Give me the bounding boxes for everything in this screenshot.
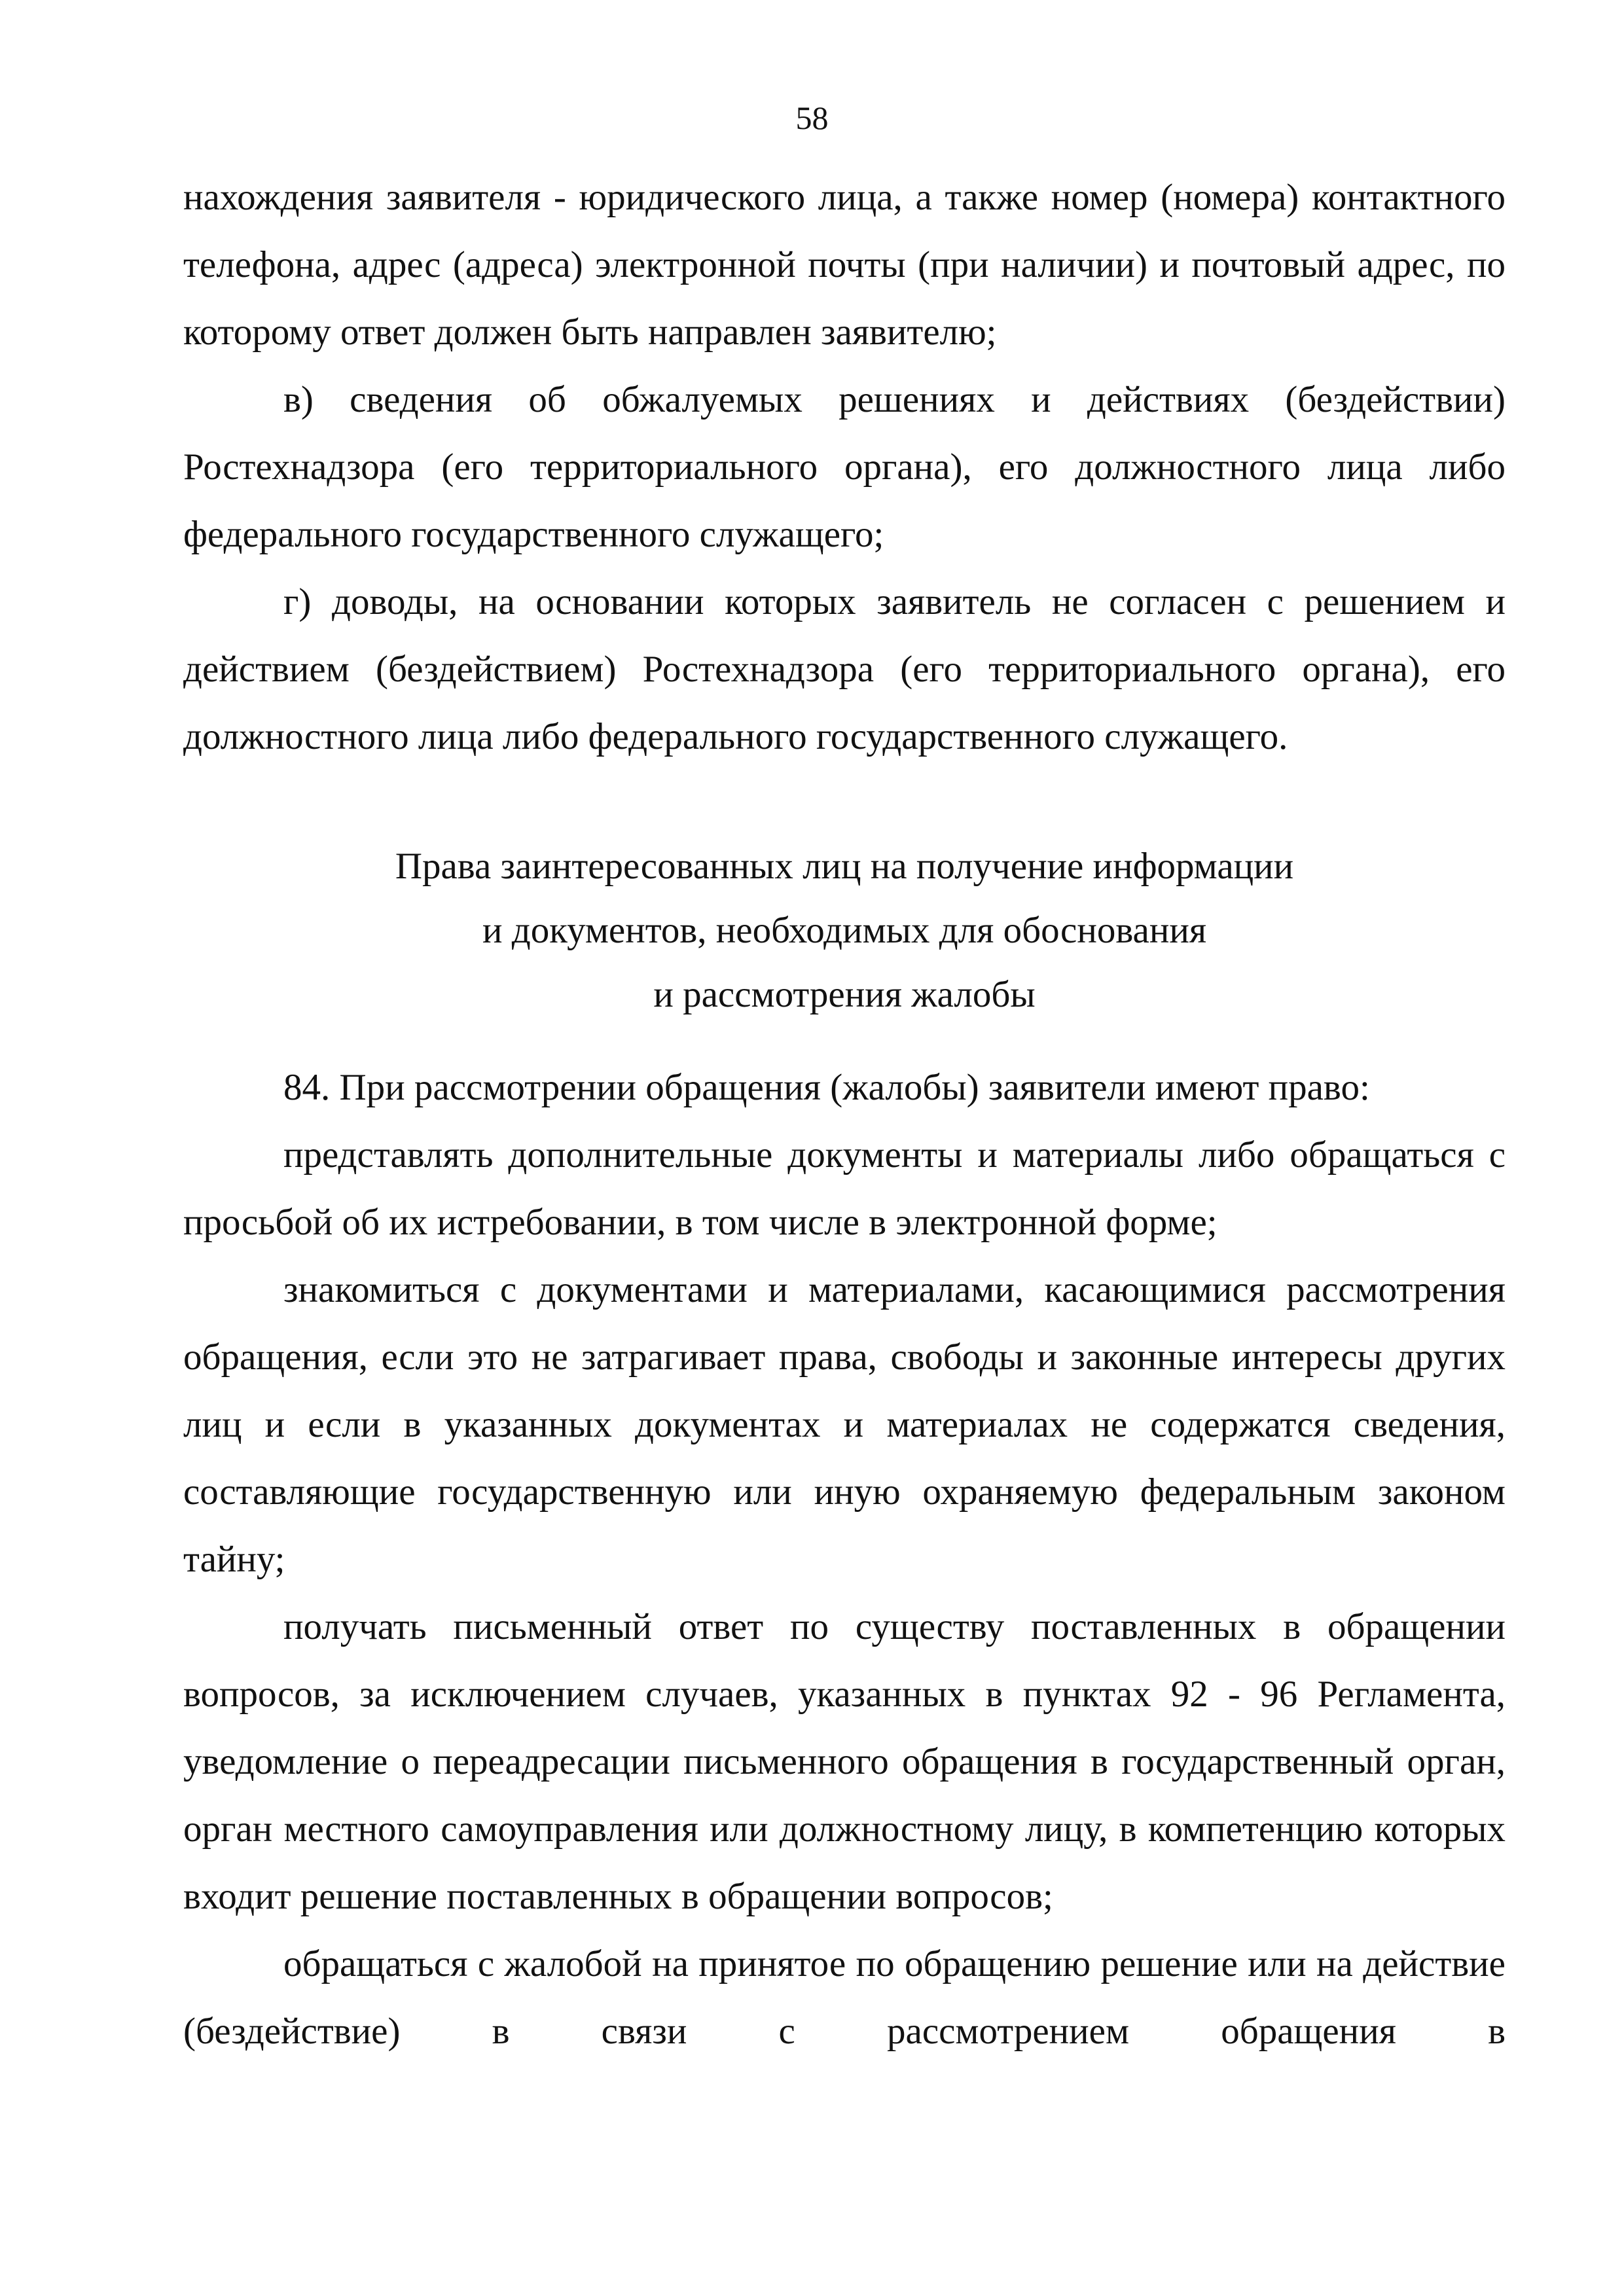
paragraph-submit-documents: представлять дополнительные документы и материалы либо обращаться с просьбой об их истребовании, в том числе в электронной форме;	[183, 1134, 1506, 1243]
section-heading	[183, 834, 1506, 1027]
section-heading-line: и рассмотрения жалобы	[653, 974, 1036, 1015]
paragraph-84: 84. При рассмотрении обращения (жалобы) заявители имеют право:	[283, 1067, 1370, 1108]
paragraph-appeal: обращаться с жалобой на принятое по обращению решение или на действие (бездействие) в связи с рассмотрением обращения в	[183, 1943, 1506, 2052]
continued-text-block	[183, 164, 1506, 770]
page-number: 58	[795, 99, 829, 136]
paragraph-item-v: в) сведения об обжалуемых решениях и действиях (бездействии) Ростехнадзора (его территориального органа), его должностного лица либо федерального государственного служащего;	[183, 379, 1506, 555]
rights-text-block	[183, 1054, 1506, 2065]
paragraph-applicant-contacts: нахождения заявителя - юридического лица, а также номер (номера) контактного телефона, адрес (адреса) электронной почты (при наличии) и почтовый адрес, по которому ответ должен быть направлен заявителю;	[183, 177, 1506, 353]
section-heading-line: Права заинтересованных лиц на получение информации	[395, 846, 1294, 887]
paragraph-review-materials: знакомиться с документами и материалами, касающимися рассмотрения обращения, если это не затрагивает права, свободы и законные интересы других лиц и если в указанных документах и материалах не содержатся сведения, составляющие государственную или иную охраняемую федеральным законом тайну;	[183, 1269, 1506, 1580]
paragraph-item-g: г) доводы, на основании которых заявитель не согласен с решением и действием (бездействием) Ростехнадзора (его территориального органа), его должностного лица либо федерального государственного служащего.	[183, 581, 1506, 757]
section-heading-line: и документов, необходимых для обоснования	[482, 910, 1207, 951]
paragraph-receive-answer: получать письменный ответ по существу поставленных в обращении вопросов, за исключением случаев, указанных в пунктах 92 - 96 Регламента, уведомление о переадресации письменного обращения в государственный орган, орган местного самоуправления или должностному лицу, в компетенцию которых входит решение поставленных в обращении вопросов;	[183, 1606, 1506, 1917]
